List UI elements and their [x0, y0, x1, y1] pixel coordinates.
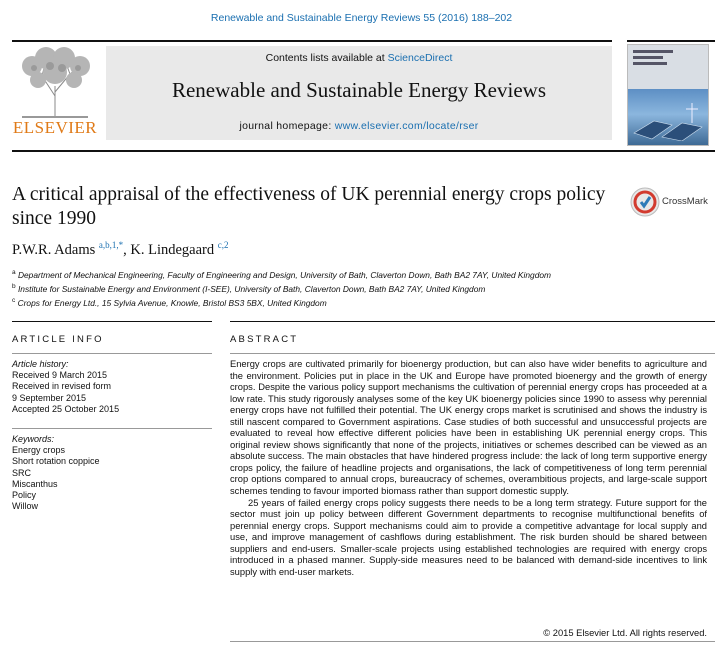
header-rule — [12, 40, 612, 42]
affiliation-text: Department of Mechanical Engineering, Faculty of Engineering and Design, University of Bath, Claverton Down, Bath BA2 7AY, United Kingdom — [17, 269, 551, 280]
history-item: Received 9 March 2015 — [12, 370, 108, 381]
affiliation-item — [12, 281, 712, 295]
crossmark-badge[interactable] — [630, 187, 715, 217]
author-list — [12, 240, 229, 259]
keyword-item: Willow — [12, 501, 38, 512]
article-info-divider — [12, 353, 212, 354]
history-item: Accepted 25 October 2015 — [12, 403, 120, 414]
article-title: A critical appraisal of the effectiveness of UK perennial energy crops policy since 1990 — [12, 184, 606, 229]
homepage-link[interactable]: www.elsevier.com/locate/rser — [334, 120, 479, 132]
header-bottom-rule — [12, 150, 715, 152]
keyword-item: Energy crops — [12, 445, 66, 456]
affiliation-marker: c — [12, 296, 16, 304]
elsevier-logo[interactable] — [12, 46, 98, 140]
homepage-line — [106, 120, 612, 132]
journal-banner — [106, 46, 612, 140]
homepage-prefix: journal homepage: — [239, 120, 335, 132]
abstract-body — [230, 359, 707, 578]
affiliation-item — [12, 295, 712, 309]
author-affiliation-marker[interactable]: c,2 — [217, 240, 229, 250]
abstract-heading: ABSTRACT — [230, 334, 299, 345]
keyword-item: Policy — [12, 490, 37, 501]
elsevier-wordmark: ELSEVIER — [12, 118, 98, 137]
abstract-paragraph: Energy crops are cultivated primarily for bioenergy production, but can also have wider benefits to agriculture and the environment. Policies put in place in the UK and Europe have promoted bioenergy and the growth of energy crops. Despite the various policy support mechanisms the cultivation of perennial energy crops has proceeded at a low rate. This study rigorously analyses some of the key UK bioenergy policies since 1990 to assess why perennial energy crops have not fulfilled their potential. The UK energy crops market is scrutinised and shows the industry is still nascent compared to Government aspirations. Case studies of both successful and unsuccessful projects are evaluated to reveal how effective different policies have been in establishing UK perennial energy crops. This original review shows significantly that none of the projects, initiatives or schemes described can be viewed as an absolute success. The main obstacles that have hindered progress include: the lack of long term supportive energy crops policy, the failure of headline projects and organisations, the lack of competitiveness of long term perennial crop options compared to annual crops, bureaucracy of schemes, overambitious projects, and large-scale support schemes tending to favour imported biomass rather than support domestic supply. — [230, 359, 707, 497]
keywords-label: Keywords: — [12, 434, 55, 444]
author-name[interactable]: P.W.R. Adams — [12, 241, 96, 258]
affiliations — [12, 267, 712, 308]
crossmark-icon — [630, 187, 660, 217]
crossmark-label: CrossMark — [662, 196, 708, 207]
article-history — [12, 359, 212, 415]
abstract-divider — [230, 353, 715, 354]
keyword-item: Short rotation coppice — [12, 456, 100, 467]
article-info-heading: ARTICLE INFO — [12, 334, 104, 345]
copyright-notice: © 2015 Elsevier Ltd. All rights reserved. — [543, 628, 707, 638]
tree-icon — [12, 46, 98, 120]
keywords-divider — [12, 428, 212, 429]
keyword-item: SRC — [12, 467, 32, 478]
keywords-list — [12, 434, 212, 512]
contents-prefix: Contents lists available at — [265, 52, 388, 64]
header-rule-cover — [627, 40, 715, 42]
article-info-rule — [12, 321, 212, 322]
abstract-bottom-rule — [230, 641, 715, 642]
affiliation-marker: a — [12, 269, 16, 276]
affiliation-text: Institute for Sustainable Energy and Environment (I-SEE), University of Bath, Claverton Down, Bath BA2 7AY, United Kingdom — [17, 283, 486, 294]
author-affiliation-marker[interactable]: a,b,1,* — [98, 240, 124, 250]
keyword-item: Miscanthus — [12, 478, 58, 489]
history-label: Article history: — [12, 359, 69, 369]
sciencedirect-link[interactable]: ScienceDirect — [387, 52, 453, 64]
affiliation-item — [12, 267, 712, 281]
history-item: Received in revised form — [12, 381, 112, 392]
journal-cover-thumbnail[interactable] — [627, 44, 709, 146]
abstract-rule — [230, 321, 715, 322]
journal-title: Renewable and Sustainable Energy Reviews — [171, 78, 546, 102]
author-name[interactable]: K. Lindegaard — [130, 241, 215, 258]
contents-line — [106, 52, 612, 64]
affiliation-text: Crops for Energy Ltd., 15 Sylvia Avenue, Knowle, Bristol BS3 5BX, United Kingdom — [17, 297, 327, 308]
abstract-paragraph: 25 years of failed energy crops policy suggests there needs to be a long term strategy. Future support for the sector must join up policy between different Government departments to recognise multifunctional benefits of perennial energy crops. Support mechanisms could aim to provide a competitive advantage for local supply and use, and improve management of cashflows during establishment. The risk burden should be shared between suppliers and end-users. Smaller-scale projects using established technologies are required with energy crops introduced in a phased manner. Supply-side measures need to be balanced with demand-side incentives to link supply with end-user markets. — [230, 497, 707, 577]
author-separator: , — [123, 241, 131, 258]
solar-panel-icon — [632, 103, 704, 141]
journal-citation[interactable]: Renewable and Sustainable Energy Reviews 55 (2016) 188–202 — [210, 12, 513, 24]
history-item: 9 September 2015 — [12, 392, 87, 403]
affiliation-marker: b — [12, 282, 16, 290]
